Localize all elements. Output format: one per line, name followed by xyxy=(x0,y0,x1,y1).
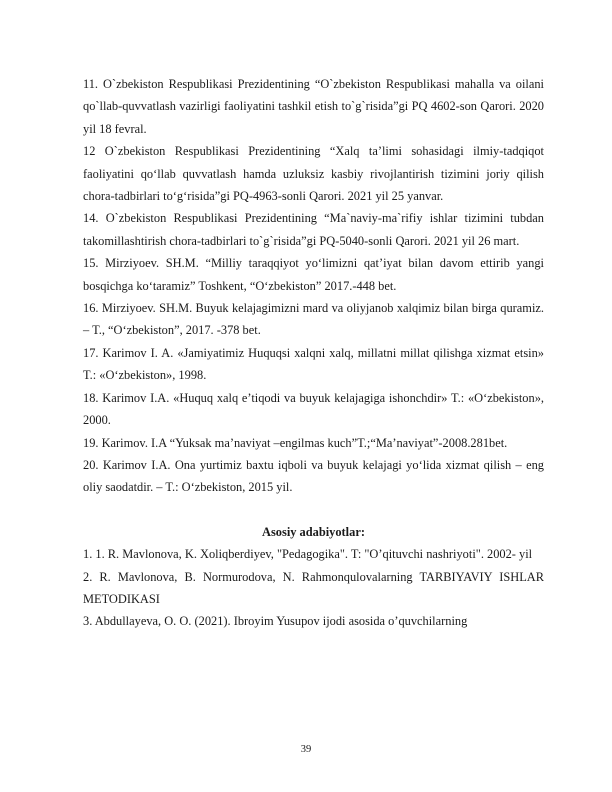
reference-item-18: 18. Karimov I.A. «Huquq xalq e’tiqodi va buyuk kelajagiga ishonchdir» T.: «O‘zbekiston», 2000. xyxy=(83,390,544,428)
literature-item-2: 2. R. Mavlonova, B. Normurodova, N. Rahmonqulovalarning TARBIYAVIY ISHLAR METODIKASI xyxy=(83,569,544,606)
page-number: 39 xyxy=(300,744,312,755)
document-page xyxy=(83,73,544,633)
reference-item-14: 14. O`zbekiston Respublikasi Prezidentining “Ma`naviy-ma`rifiy ishlar tizimini tubdan takomillashtirish chora-tadbirlari to`g`risida”gi PQ-5040-sonli Qarori. 2021 yil 26 mart. xyxy=(83,211,544,248)
reference-item-12: 12 O`zbekiston Respublikasi Prezidentining “Xalq ta’limi sohasidagi ilmiy-tadqiqot faoliyatini qo‘llab quvvatlash hamda uzluksiz kasbiy rivojlantirish tizimini joriy qilish chora-tadbirlari to‘g‘risida”gi PQ-4963-sonli Qarori. 2021 yil 25 yanvar. xyxy=(83,144,544,204)
literature-item-1: 1. 1. R. Mavlonova, K. Xoliqberdiyev, "Pedagogika". T: "O’qituvchi nashriyoti". 2002- yil xyxy=(83,547,533,562)
reference-item-17: 17. Karimov I. A. «Jamiyatimiz Huquqsi xalqni xalq, millatni millat qilishga xizmat etsin» T.: «O‘zbekiston», 1998. xyxy=(83,345,544,383)
literature-item-3: 3. Abdullayeva, O. O. (2021). Ibroyim Yusupov ijodi asosida o’quvchilarning xyxy=(83,614,468,629)
reference-item-15: 15. Mirziyoev. SH.M. “Milliy taraqqiyot yo‘limizni qat’iyat bilan davom ettirib yangi bosqichga ko‘taramiz” Toshkent, “O‘zbekiston” 2017.-448 bet. xyxy=(83,256,544,293)
reference-item-19: 19. Karimov. I.A “Yuksak ma’naviyat –engilmas kuch”T.;“Ma’naviyat”-2008.281bet. xyxy=(83,435,508,450)
reference-item-16: 16. Mirziyoev. SH.M. Buyuk kelajagimizni mard va oliyjanob xalqimiz bilan birga quramiz. – T., “O‘zbekiston”, 2017. -378 bet. xyxy=(83,301,544,338)
reference-item-20: 20. Karimov I.A. Ona yurtimiz baxtu iqboli va buyuk kelajagi yo‘lida xizmat qilish – eng oliy saodatdir. – T.: O‘zbekiston, 2015 yil. xyxy=(83,457,544,495)
section-heading: Asosiy adabiyotlar: xyxy=(262,524,365,539)
reference-item-11: 11. O`zbekiston Respublikasi Prezidentining “O`zbekiston Respublikasi mahalla va oilani qo`llab-quvvatlash vazirligi faoliyatini tashkil etish to`g`risida”gi PQ 4602-son Qarori. 2020 yil 18 fevral. xyxy=(83,77,544,136)
